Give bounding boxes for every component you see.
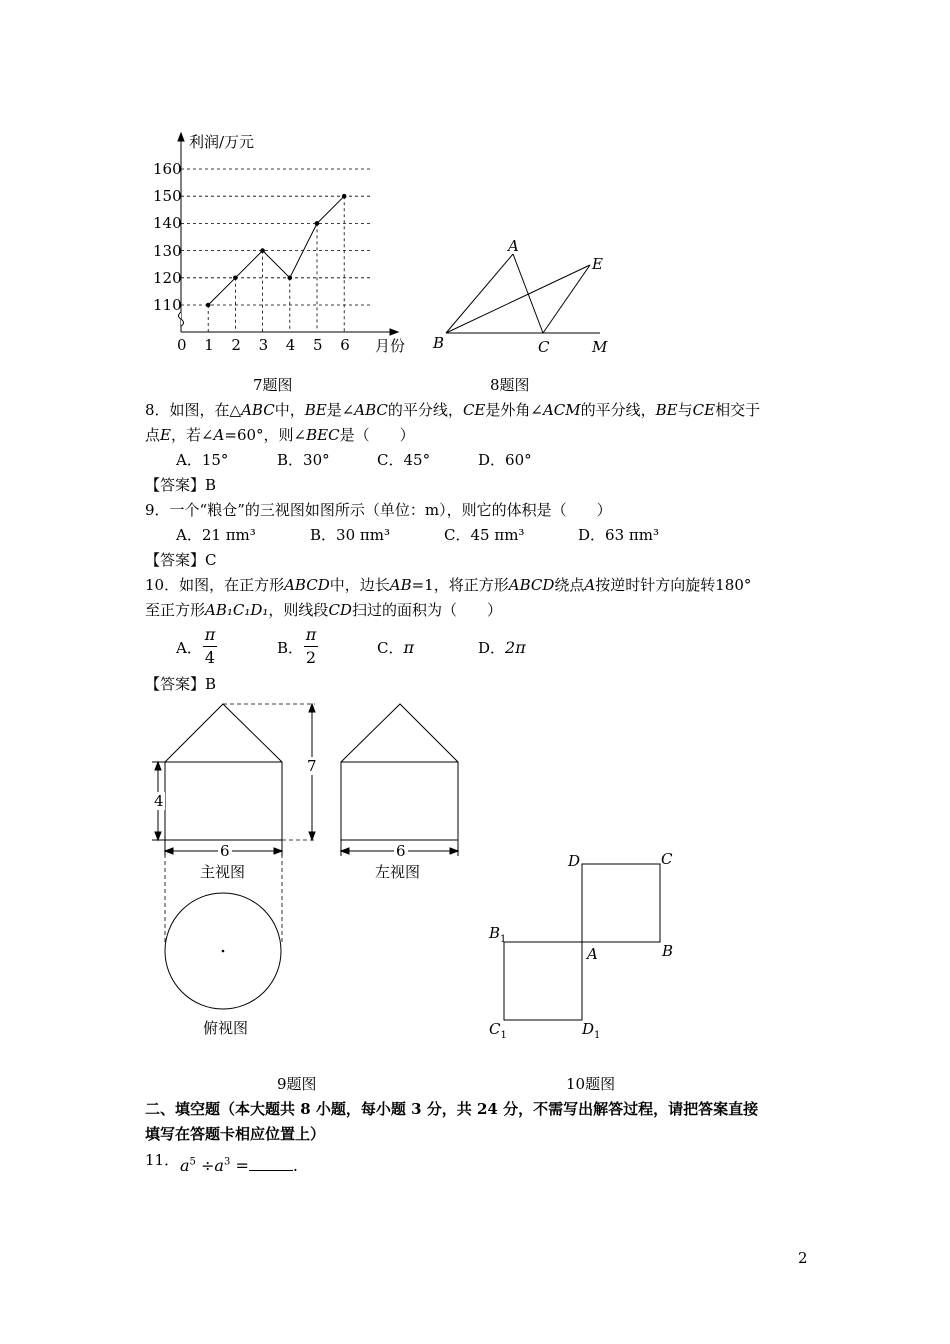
q8-line2: 点E，若∠A=60°，则∠BEC是（ ） xyxy=(145,426,415,444)
fig7-xtick-0: 0 xyxy=(177,336,187,354)
q8-option-b: B．30° xyxy=(277,451,330,469)
fig8-caption: 8题图 xyxy=(490,376,530,394)
fig7-ytick-110: 110 xyxy=(153,296,182,314)
fig9-front-label: 主视图 xyxy=(200,863,246,881)
fig7-xtick-5: 5 xyxy=(313,336,323,354)
q11-answer-blank[interactable] xyxy=(249,1156,293,1171)
fig7-xlabel: 月份 xyxy=(375,337,406,355)
fig10-square-ab1c1d1 xyxy=(504,942,582,1020)
q11-expression: $a^5 \div a^3$ = . xyxy=(180,1156,298,1175)
q10-option-b-fraction: $\frac{\pi}{2}$ xyxy=(305,625,317,667)
fig9-left-label: 左视图 xyxy=(375,863,421,881)
fig9-dim-width-front: 6 xyxy=(220,842,230,860)
q8-answer: 【答案】B xyxy=(145,476,217,494)
q11-number: 11． xyxy=(145,1151,180,1169)
q10-answer: 【答案】B xyxy=(145,675,217,693)
page-number: 2 xyxy=(798,1249,808,1267)
fig7-xtick-3: 3 xyxy=(258,336,269,354)
fig9-dim-total: 7 xyxy=(307,757,317,775)
section2-heading-line1: 二、填空题（本大题共 8 小题，每小题 3 分，共 24 分，不需写出解答过程，请把答案直接 xyxy=(145,1100,759,1118)
fig8-label-a: A xyxy=(508,237,519,255)
q10-option-a-label: A． xyxy=(176,639,202,657)
fig9-dim-height: 4 xyxy=(154,792,164,810)
fig9-dim-width-left: 6 xyxy=(396,842,406,860)
q8-option-c: C．45° xyxy=(377,451,431,469)
fig9-top-label: 俯视图 xyxy=(203,1019,249,1037)
fig7-ytick-120: 120 xyxy=(153,268,182,287)
fig10-label-d1: $D_1$ xyxy=(582,1020,601,1041)
q10-option-c: C．π xyxy=(377,638,414,657)
fig7-caption: 7题图 xyxy=(253,376,293,394)
fig8-label-e: E xyxy=(592,255,603,273)
fig10-label-b: B xyxy=(662,942,674,960)
q10-option-b-label: B． xyxy=(277,639,304,657)
fig7-ytick-130: 130 xyxy=(153,241,182,260)
section2-heading-line2: 填写在答题卡相应位置上） xyxy=(145,1125,326,1143)
q10-option-d: D．2π xyxy=(478,638,526,657)
fig10-label-a: A xyxy=(587,945,598,963)
fig7-ytick-160: 160 xyxy=(153,160,182,178)
fig8-label-c: C xyxy=(538,338,550,356)
q8-line1: 8．如图，在△ABC中，BE是∠ABC的平分线，CE是外角∠ACM的平分线，BE与CE相交于 xyxy=(145,401,761,419)
fig7-xtick-2: 2 xyxy=(231,336,241,354)
fig10-label-c: C xyxy=(661,850,673,868)
q9-stem: 9．一个“粮仓”的三视图如图所示（单位：m），则它的体积是（ ） xyxy=(145,501,612,519)
fig7-ytick-150: 150 xyxy=(153,187,182,206)
fig10-label-d: D xyxy=(568,852,581,870)
fig7-xtick-6: 6 xyxy=(340,336,350,354)
q8-option-a: A．15° xyxy=(176,451,229,469)
q9-option-c: C．45 πm³ xyxy=(444,526,525,544)
q9-option-b: B．30 πm³ xyxy=(310,526,390,544)
q10-line1: 10．如图，在正方形ABCD中，边长AB=1，将正方形ABCD绕点A按逆时针方向旋转180° xyxy=(145,576,752,594)
q10-option-a-fraction: $\frac{\pi}{4}$ xyxy=(204,625,216,667)
q9-answer: 【答案】C xyxy=(145,551,217,569)
fig7-xtick-1: 1 xyxy=(204,336,214,354)
fig7-ylabel: 利润/万元 xyxy=(189,133,255,151)
fig8-label-m: M xyxy=(592,338,608,356)
fig10-label-b1: $B_1$ xyxy=(489,924,507,945)
q9-option-a: A．21 πm³ xyxy=(176,526,256,544)
fig7-xtick-4: 4 xyxy=(285,336,296,354)
q9-option-d: D．63 πm³ xyxy=(578,526,659,544)
fig8-label-b: B xyxy=(433,334,445,352)
fig10-caption: 10题图 xyxy=(566,1075,616,1093)
fig7-ytick-140: 140 xyxy=(153,214,182,233)
q8-option-d: D．60° xyxy=(478,451,532,469)
fig9-caption: 9题图 xyxy=(277,1075,317,1093)
q10-line2: 至正方形AB₁C₁D₁，则线段CD扫过的面积为（ ） xyxy=(145,601,502,619)
fig10-label-c1: $C_1$ xyxy=(489,1020,507,1041)
fig10-square-abcd xyxy=(582,864,660,942)
